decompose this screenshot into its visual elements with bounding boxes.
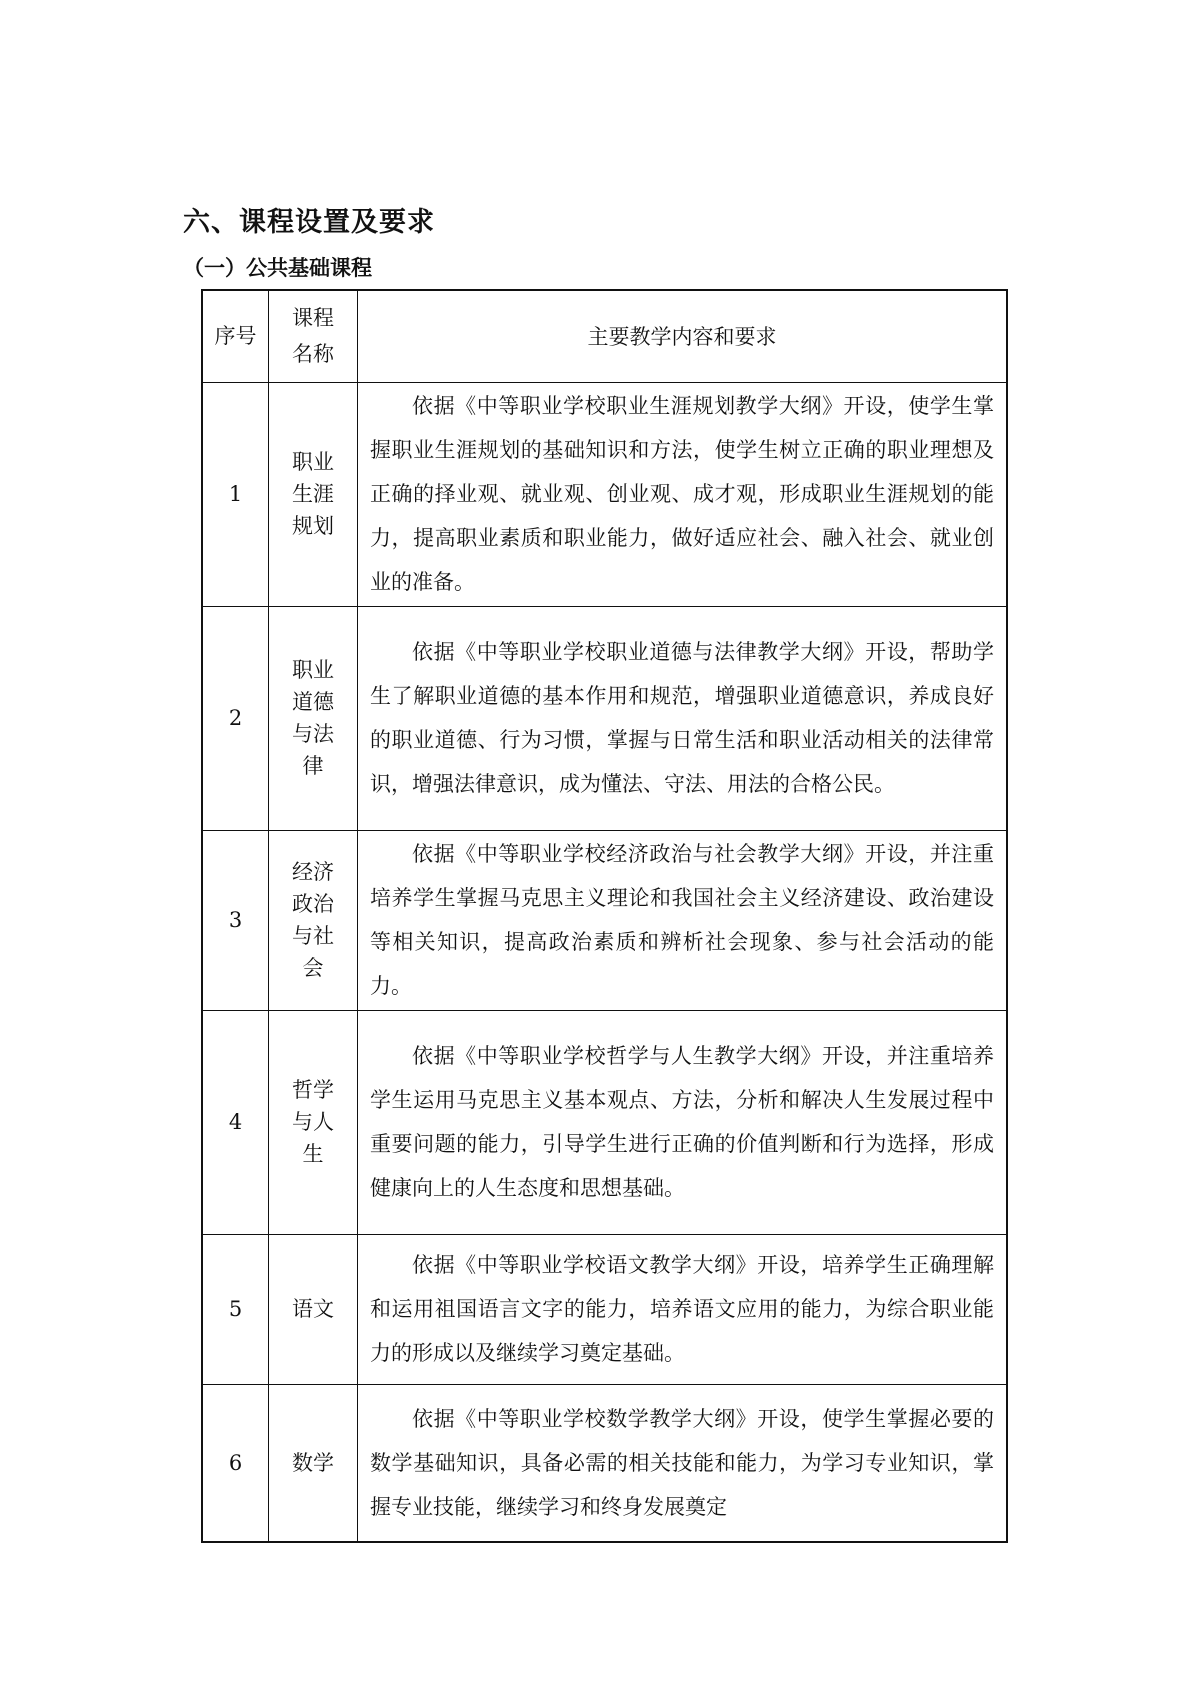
table-row: [202, 830, 1007, 1010]
header-desc: 主要教学内容和要求: [358, 290, 1008, 382]
row-name: 语文: [269, 1234, 358, 1384]
row-name: 职业生涯规划: [269, 382, 358, 606]
table-header-row: [202, 290, 1007, 382]
row-name: 经济政治与社会: [269, 830, 358, 1010]
table-row: [202, 606, 1007, 830]
subsection-heading: （一）公共基础课程: [183, 256, 372, 280]
row-desc: 依据《中等职业学校语文教学大纲》开设，培养学生正确理解和运用祖国语言文字的能力，培养语文应用的能力，为综合职业能力的形成以及继续学习奠定基础。: [358, 1234, 1008, 1384]
header-name: 课程名称: [269, 290, 358, 382]
table-row: [202, 382, 1007, 606]
row-index: 2: [202, 606, 269, 830]
row-name: 职业道德与法律: [269, 606, 358, 830]
row-name: 哲学与人生: [269, 1010, 358, 1234]
course-table: [201, 289, 1008, 1543]
row-desc: 依据《中等职业学校哲学与人生教学大纲》开设，并注重培养学生运用马克思主义基本观点、方法，分析和解决人生发展过程中重要问题的能力，引导学生进行正确的价值判断和行为选择，形成健康向上的人生态度和思想基础。: [358, 1010, 1008, 1234]
row-index: 4: [202, 1010, 269, 1234]
row-desc: 依据《中等职业学校职业道德与法律教学大纲》开设，帮助学生了解职业道德的基本作用和规范，增强职业道德意识，养成良好的职业道德、行为习惯，掌握与日常生活和职业活动相关的法律常识，增强法律意识，成为懂法、守法、用法的合格公民。: [358, 606, 1008, 830]
header-index: 序号: [202, 290, 269, 382]
table-row: [202, 1384, 1007, 1542]
row-index: 5: [202, 1234, 269, 1384]
row-index: 1: [202, 382, 269, 606]
row-desc: 依据《中等职业学校数学教学大纲》开设，使学生掌握必要的数学基础知识，具备必需的相关技能和能力，为学习专业知识，掌握专业技能，继续学习和终身发展奠定: [358, 1384, 1008, 1542]
row-desc: 依据《中等职业学校职业生涯规划教学大纲》开设，使学生掌握职业生涯规划的基础知识和方法，使学生树立正确的职业理想及正确的择业观、就业观、创业观、成才观，形成职业生涯规划的能力，提高职业素质和职业能力，做好适应社会、融入社会、就业创业的准备。: [358, 382, 1008, 606]
row-name: 数学: [269, 1384, 358, 1542]
row-desc: 依据《中等职业学校经济政治与社会教学大纲》开设，并注重培养学生掌握马克思主义理论和我国社会主义经济建设、政治建设等相关知识，提高政治素质和辨析社会现象、参与社会活动的能力。: [358, 830, 1008, 1010]
table-row: [202, 1010, 1007, 1234]
section-heading: 六、课程设置及要求: [183, 207, 435, 238]
table-row: [202, 1234, 1007, 1384]
row-index: 6: [202, 1384, 269, 1542]
row-index: 3: [202, 830, 269, 1010]
